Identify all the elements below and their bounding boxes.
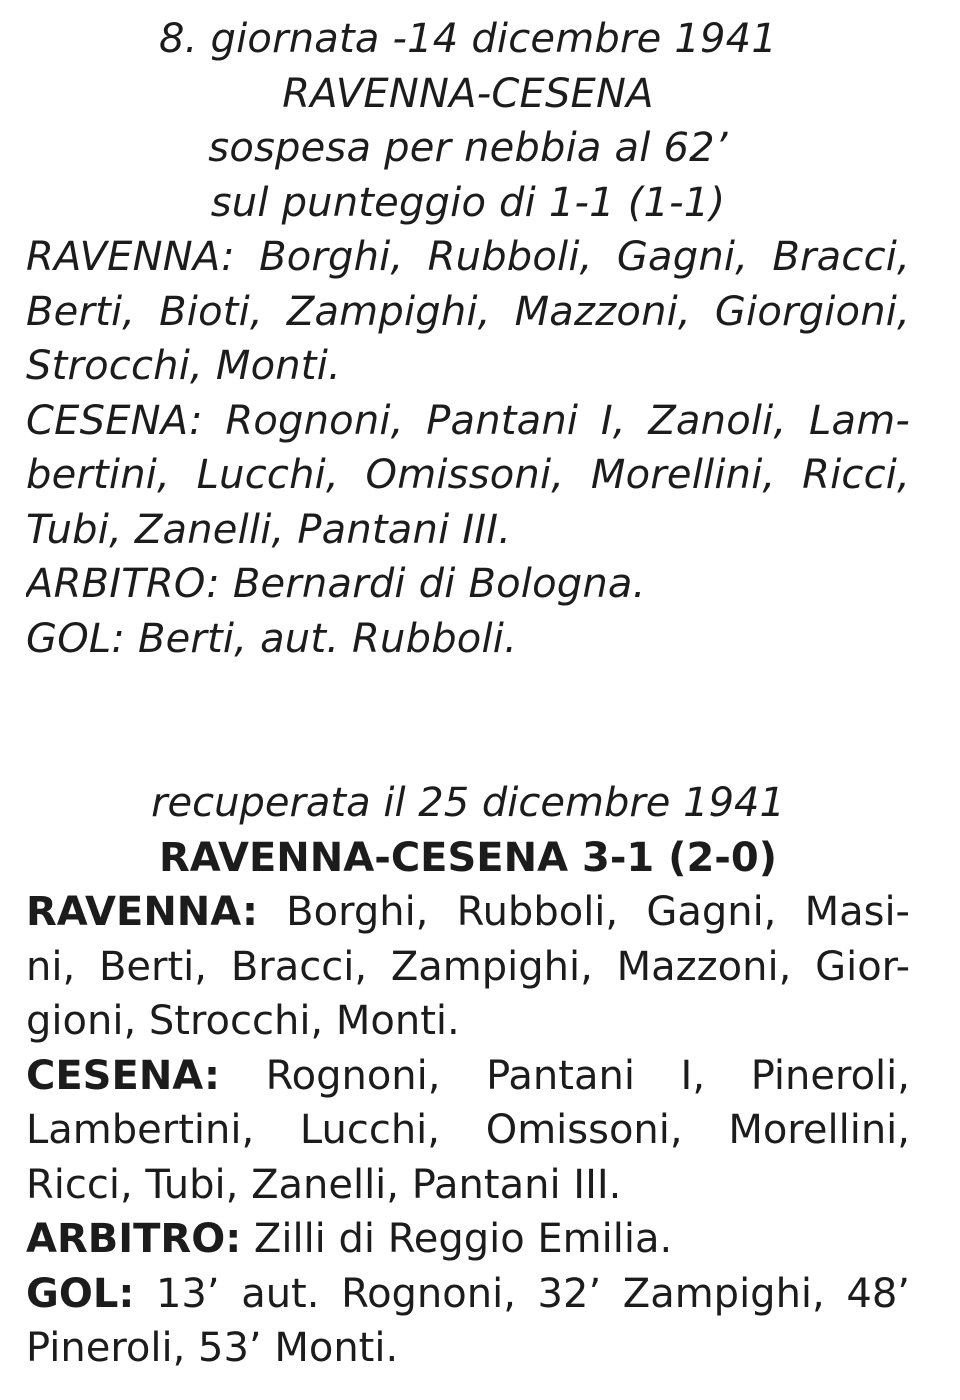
ravenna-players-1: Borghi, Rubboli, Gagni, Masi- <box>257 889 910 935</box>
ravenna-lineup-line-2: Berti, Bioti, Zampighi, Mazzoni, Giorgioni, <box>26 288 910 335</box>
replay-ravenna-lineup-line-3: gioni, Strocchi, Monti. <box>26 998 460 1044</box>
replay-date-heading: recuperata il 25 dicembre 1941 <box>151 780 785 826</box>
arbitro-value: Zilli di Reggio Emilia. <box>241 1216 673 1262</box>
replay-match-section <box>26 776 910 1376</box>
gol-label: GOL: <box>26 1270 135 1317</box>
suspension-note: sospesa per nebbia al 62’ <box>208 125 728 171</box>
gol-scorers-1: 13’ aut. Rognoni, 32’ Zampighi, 48’ <box>134 1270 910 1317</box>
ravenna-lineup-line-1: RAVENNA: Borghi, Rubboli, Gagni, Bracci, <box>26 234 910 280</box>
cesena-lineup-line-2: bertini, Lucchi, Omissoni, Morellini, Ricci, <box>26 452 910 498</box>
section-spacer <box>26 666 910 776</box>
score-note: sul punteggio di 1-1 (1-1) <box>210 179 726 226</box>
replay-cesena-lineup-line-3: Ricci, Tubi, Zanelli, Pantani III. <box>26 1161 622 1208</box>
arbitro-label: ARBITRO: <box>26 1216 242 1262</box>
replay-ravenna-lineup-line-1 <box>26 885 910 940</box>
referee-line: ARBITRO: Bernardi di Bologna. <box>26 561 646 607</box>
cesena-label: CESENA: <box>26 1052 220 1099</box>
replay-cesena-lineup-line-2: Lambertini, Lucchi, Omissoni, Morellini, <box>26 1107 910 1153</box>
cesena-lineup-line-3: Tubi, Zanelli, Pantani III. <box>26 506 512 553</box>
match-heading: RAVENNA-CESENA <box>282 70 654 117</box>
goals-line: GOL: Berti, aut. Rubboli. <box>26 615 517 662</box>
replay-match-heading: RAVENNA-CESENA 3-1 (2-0) <box>158 834 778 881</box>
suspended-match-section <box>26 12 910 666</box>
cesena-players-1: Rognoni, Pantani I, Pineroli, <box>219 1052 910 1099</box>
cesena-lineup-line-1: CESENA: Rognoni, Pantani I, Zanoli, Lam- <box>26 397 910 444</box>
replay-goals-line-1 <box>26 1267 910 1322</box>
round-heading: 8. giornata -14 dicembre 1941 <box>159 16 777 62</box>
match-report-page <box>26 12 910 1376</box>
replay-goals-line-2: Pineroli, 53’ Monti. <box>26 1325 399 1371</box>
replay-cesena-lineup-line-1 <box>26 1049 910 1104</box>
replay-referee-line <box>26 1212 910 1267</box>
ravenna-label: RAVENNA: <box>26 889 258 935</box>
ravenna-lineup-line-3: Strocchi, Monti. <box>26 343 341 389</box>
replay-ravenna-lineup-line-2: ni, Berti, Bracci, Zampighi, Mazzoni, Gior- <box>26 943 910 990</box>
